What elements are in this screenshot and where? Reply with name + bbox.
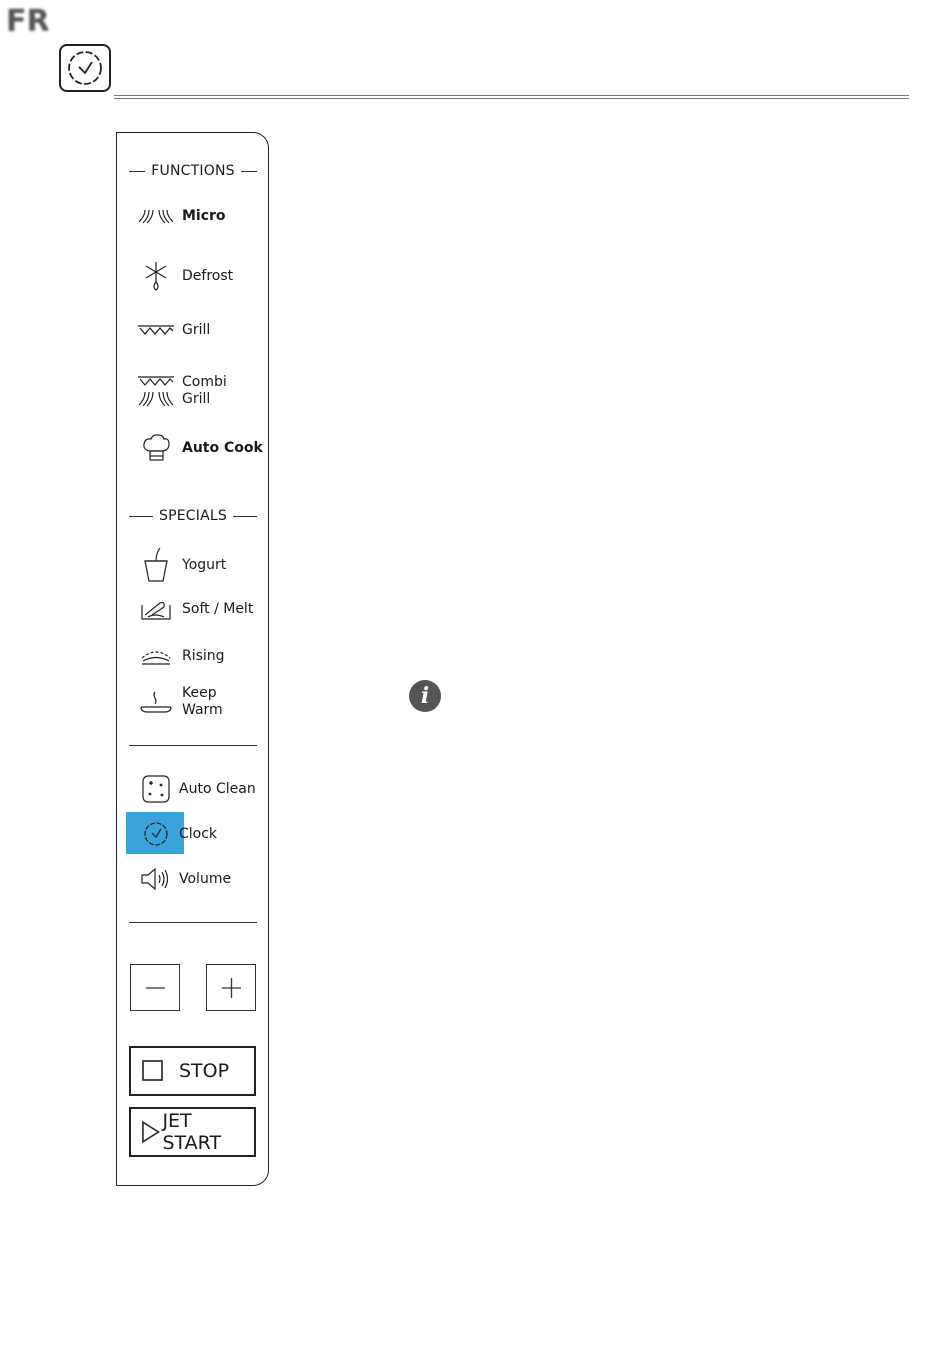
language-tag: FR: [6, 4, 50, 39]
volume-button[interactable]: [117, 865, 268, 893]
auto-cook-button[interactable]: [117, 432, 268, 464]
volume-label: Volume: [179, 870, 232, 887]
auto-clean-button[interactable]: [117, 774, 268, 804]
auto-clean-label: Auto Clean: [179, 780, 256, 797]
play-icon: [140, 1120, 161, 1144]
clock-icon: [136, 821, 176, 847]
combi-grill-icon: [136, 375, 176, 407]
keep-warm-icon: [136, 689, 176, 715]
microwave-waves-icon: [136, 208, 176, 224]
yogurt-button[interactable]: [117, 547, 268, 583]
plus-button[interactable]: [206, 964, 256, 1011]
header-rule: [114, 95, 909, 99]
functions-header: FUNCTIONS: [129, 163, 257, 179]
speaker-icon: [136, 867, 176, 891]
jet-start-label: JET START: [162, 1110, 222, 1154]
combi-grill-button[interactable]: [117, 373, 268, 409]
jet-start-button[interactable]: [129, 1107, 256, 1157]
stop-icon: [142, 1060, 164, 1082]
clock-button[interactable]: [117, 820, 268, 848]
control-panel: [116, 132, 269, 1186]
clock-label: Clock: [179, 825, 218, 842]
yogurt-label: Yogurt: [182, 556, 227, 573]
rising-dough-icon: [136, 646, 176, 666]
minus-button[interactable]: [130, 964, 180, 1011]
defrost-button[interactable]: [117, 259, 268, 293]
soft-melt-icon: [136, 597, 176, 621]
rising-button[interactable]: [117, 644, 268, 668]
combi-grill-label: Combi Grill: [182, 374, 227, 407]
yogurt-cup-icon: [136, 547, 176, 583]
info-icon: i: [409, 680, 441, 712]
soft-melt-button[interactable]: [117, 596, 268, 622]
auto-cook-label: Auto Cook: [182, 439, 263, 456]
defrost-label: Defrost: [182, 267, 234, 284]
minus-icon: [131, 965, 179, 1010]
grill-icon: [136, 324, 176, 336]
keep-warm-button[interactable]: [117, 684, 268, 720]
soft-melt-label: Soft / Melt: [182, 600, 254, 617]
rising-label: Rising: [182, 647, 225, 664]
grill-label: Grill: [182, 321, 211, 338]
clock-icon: [59, 44, 111, 92]
chef-hat-icon: [136, 433, 176, 463]
snowflake-drop-icon: [136, 260, 176, 292]
auto-clean-icon: [136, 775, 176, 803]
keep-warm-label: Keep Warm: [182, 685, 223, 718]
stop-label: STOP: [179, 1060, 230, 1082]
stop-button[interactable]: [129, 1046, 256, 1096]
plus-icon: [207, 965, 255, 1010]
specials-header: SPECIALS: [129, 508, 257, 524]
settings-divider: [129, 745, 257, 746]
micro-label: Micro: [182, 207, 226, 224]
micro-button[interactable]: [117, 203, 268, 229]
grill-button[interactable]: [117, 319, 268, 341]
controls-divider: [129, 922, 257, 923]
